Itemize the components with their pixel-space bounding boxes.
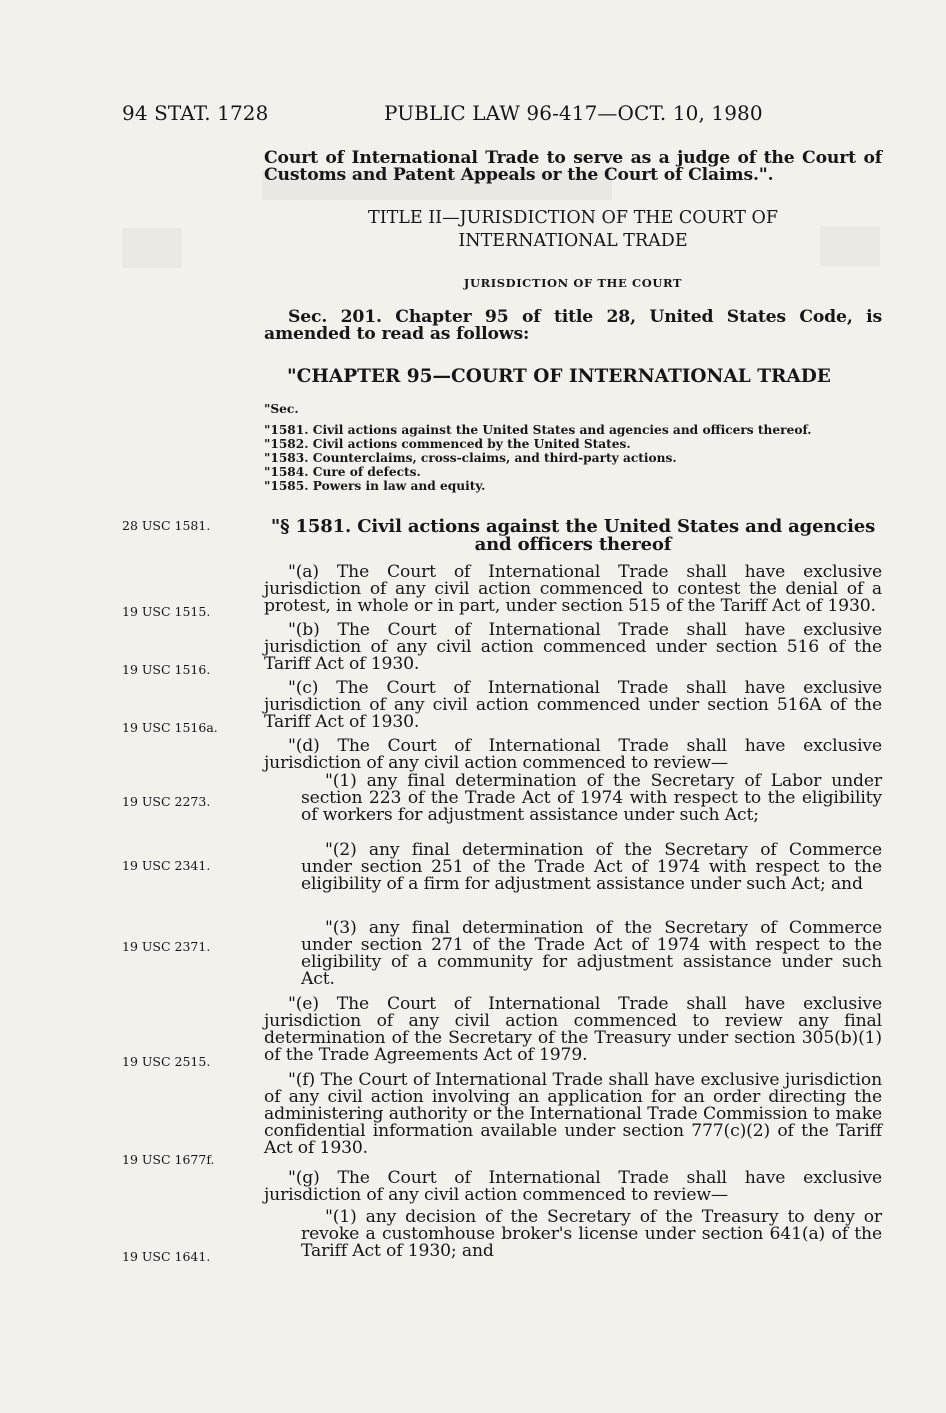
title-line-2: INTERNATIONAL TRADE <box>458 231 688 251</box>
paragraph-d: "(d) The Court of International Trade shall have exclusive jurisdiction of any civil action commenced to review— <box>264 736 882 773</box>
toc-item: "1584. Cure of defects. <box>264 465 421 479</box>
chapter-heading: "CHAPTER 95—COURT OF INTERNATIONAL TRADE <box>287 366 831 387</box>
toc-item: "1581. Civil actions against the United States and agencies and officers thereof. <box>264 423 812 437</box>
sec-201-paragraph <box>264 309 882 343</box>
paragraph-b: "(b) The Court of International Trade shall have exclusive jurisdiction of any civil action commenced under section 516 of the Tariff Act of 1930. <box>264 620 882 674</box>
paragraph-d-1: "(1) any final determination of the Secretary of Labor under section 223 of the Trade Act of 1974 with respect to the eligibility of workers for adjustment assistance under such Act; <box>301 771 882 825</box>
toc-item: "1583. Counterclaims, cross-claims, and third-party actions. <box>264 451 677 465</box>
paragraph-c: "(c) The Court of International Trade shall have exclusive jurisdiction of any civil action commenced under section 516A of the Tariff Act of 1930. <box>264 678 882 732</box>
margin-note: 19 USC 1516a. <box>122 720 218 735</box>
paragraph-d-3: "(3) any final determination of the Secretary of Commerce under section 271 of the Trade Act of 1974 with respect to the eligibility of a community for adjustment assistance under such Act. <box>301 918 882 989</box>
intro-paragraph: Court of International Trade to serve as a judge of the Court of Customs and Patent Appeals or the Court of Claims.". <box>264 148 882 185</box>
stat-citation: 94 STAT. 1728 <box>122 101 269 125</box>
public-law-header: PUBLIC LAW 96-417—OCT. 10, 1980 <box>384 101 763 125</box>
paragraph-g-1: "(1) any decision of the Secretary of the Treasury to deny or revoke a customhouse broker's license under section 641(a) of the Tariff Act of 1930; and <box>301 1207 882 1261</box>
toc-item: "1582. Civil actions commenced by the United States. <box>264 437 631 451</box>
margin-note: 19 USC 2273. <box>122 794 211 809</box>
paragraph-g: "(g) The Court of International Trade shall have exclusive jurisdiction of any civil action commenced to review— <box>264 1168 882 1205</box>
sec-201-text: Chapter 95 of title 28, United States Code, is amended to read as follows: <box>264 307 882 344</box>
margin-note: 19 USC 1516. <box>122 662 211 677</box>
show-through-shadow <box>122 228 182 268</box>
margin-note: 19 USC 1641. <box>122 1249 211 1264</box>
margin-note: 19 USC 2515. <box>122 1054 211 1069</box>
section-1581-heading: "§ 1581. Civil actions against the United States and agencies and officers thereof <box>270 516 876 555</box>
margin-note: 28 USC 1581. <box>122 518 211 533</box>
margin-note: 19 USC 1515. <box>122 604 211 619</box>
paragraph-f: "(f) The Court of International Trade shall have exclusive jurisdiction of any civil action involving an application for an order directing the administering authority or the International Trade Commission to make confidential information available under section 777(c)(2) of the Tariff Act of 1930. <box>264 1070 882 1158</box>
paragraph-a: "(a) The Court of International Trade shall have exclusive jurisdiction of any civil action commenced to contest the denial of a protest, in whole or in part, under section 515 of the Tariff Act of 1930. <box>264 562 882 616</box>
subheading: JURISDICTION OF THE COURT <box>463 276 683 290</box>
margin-note: 19 USC 2371. <box>122 939 211 954</box>
title-line-1: TITLE II—JURISDICTION OF THE COURT OF <box>368 208 778 228</box>
toc-label: "Sec. <box>264 402 299 416</box>
sec-201-prefix: Sec. 201. <box>288 307 382 327</box>
paragraph-d-2: "(2) any final determination of the Secretary of Commerce under section 251 of the Trade Act of 1974 with respect to the eligibility of a firm for adjustment assistance under such Act; and <box>301 840 882 894</box>
paragraph-e: "(e) The Court of International Trade shall have exclusive jurisdiction of any civil action commenced to review any final determination of the Secretary of the Treasury under section 305(b)(1) of the Trade Agreements Act of 1979. <box>264 994 882 1065</box>
toc-item: "1585. Powers in law and equity. <box>264 479 486 493</box>
margin-note: 19 USC 1677f. <box>122 1152 215 1167</box>
margin-note: 19 USC 2341. <box>122 858 211 873</box>
